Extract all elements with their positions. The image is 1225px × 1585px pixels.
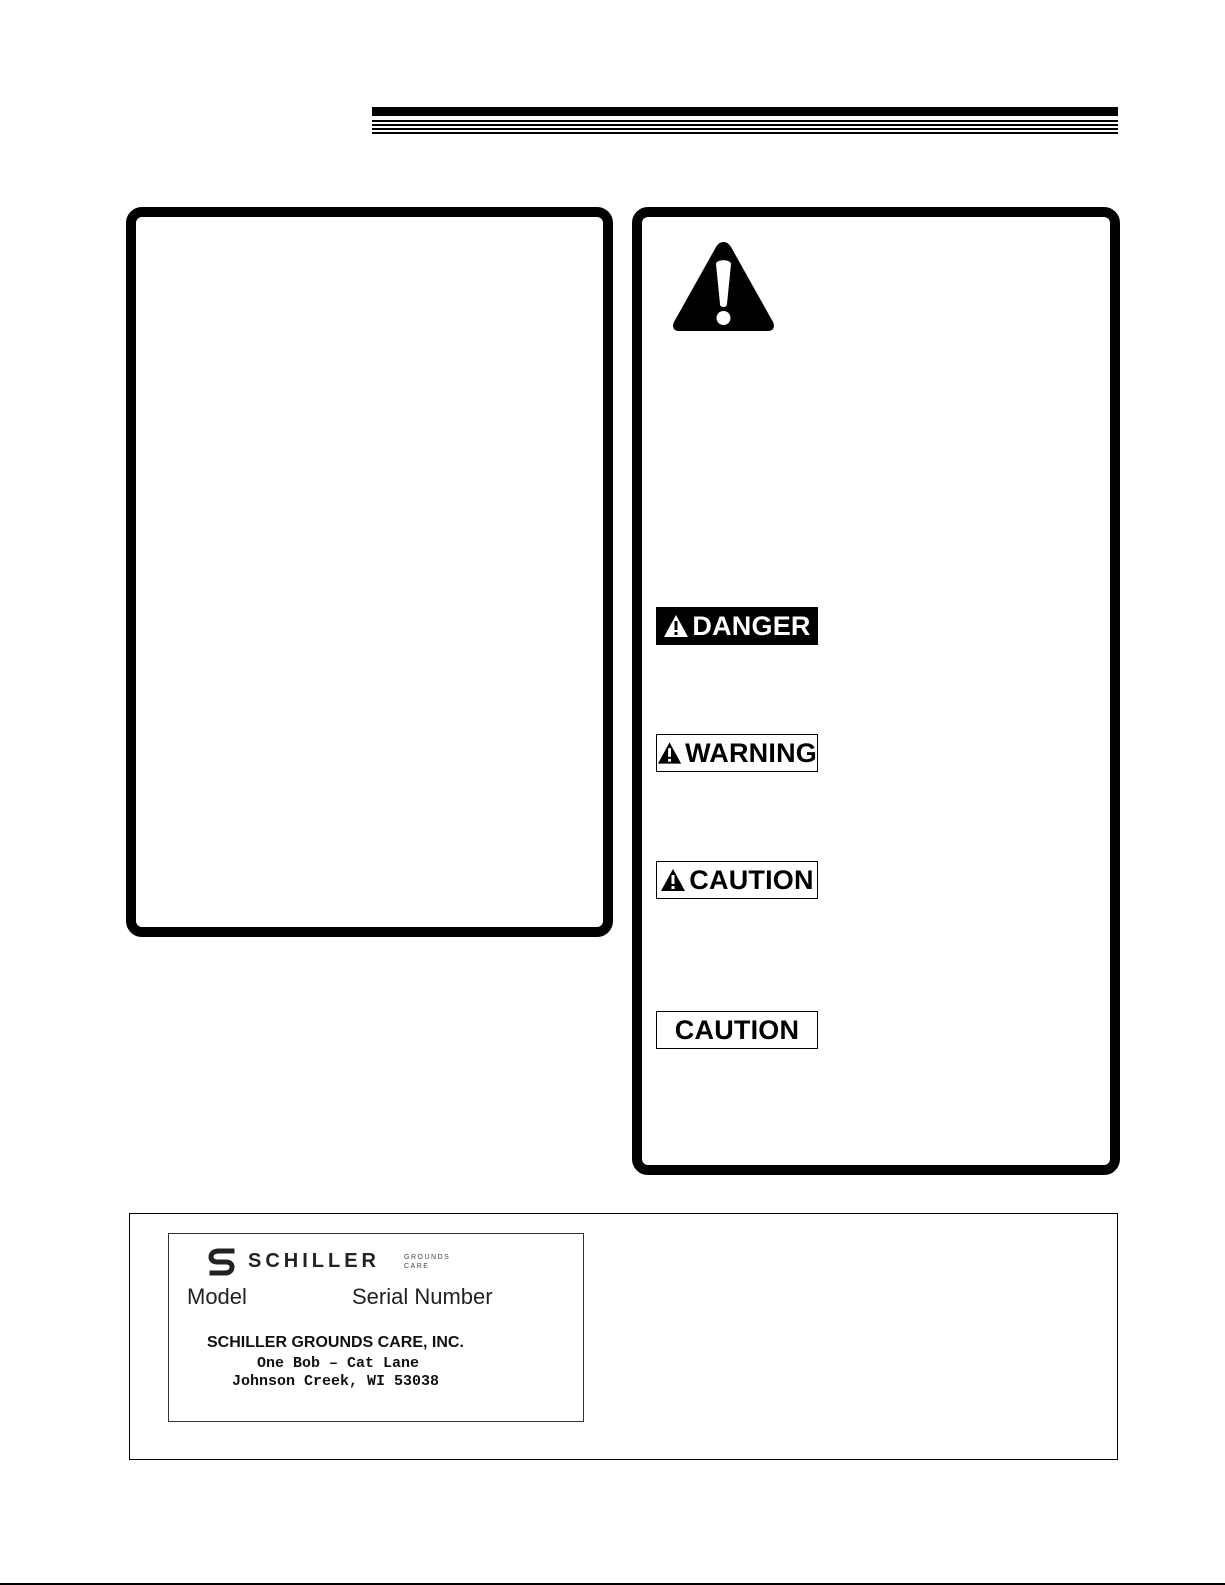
caution-symbol-text: CAUTION	[689, 864, 814, 895]
model-label: Model	[187, 1284, 247, 1309]
brand-subtitle-line: GROUNDS	[404, 1254, 451, 1261]
company-street: One Bob – Cat Lane	[257, 1355, 420, 1372]
warning-text: WARNING	[685, 737, 817, 768]
company-name: SCHILLER GROUNDS CARE, INC.	[207, 1334, 464, 1351]
caution-text: CAUTION	[674, 1014, 800, 1045]
header-rule-line	[372, 120, 1118, 122]
header-rule-line	[372, 128, 1118, 130]
header-rule	[372, 107, 1118, 133]
header-rule-line	[372, 132, 1118, 134]
schiller-s-logo-icon	[206, 1246, 238, 1278]
danger-signal-label	[656, 607, 818, 645]
alert-triangle-icon	[657, 741, 682, 765]
caution-symbol-signal-label	[656, 861, 818, 899]
brand-name: SCHILLER	[248, 1250, 380, 1272]
brand-subtitle	[404, 1253, 450, 1271]
alert-triangle-icon	[660, 868, 686, 892]
company-city: Johnson Creek, WI 53038	[232, 1373, 440, 1390]
serial-number-label: Serial Number	[352, 1284, 493, 1309]
safety-alert-triangle-icon	[669, 238, 778, 335]
header-rule-line	[372, 124, 1118, 126]
left-info-panel	[126, 207, 613, 937]
warning-signal-label	[656, 734, 818, 772]
alert-triangle-icon	[663, 614, 689, 638]
brand-subtitle-line: CARE	[404, 1263, 430, 1270]
caution-signal-label	[656, 1011, 818, 1049]
danger-text: DANGER	[692, 610, 811, 641]
header-rule-thick	[372, 107, 1118, 116]
